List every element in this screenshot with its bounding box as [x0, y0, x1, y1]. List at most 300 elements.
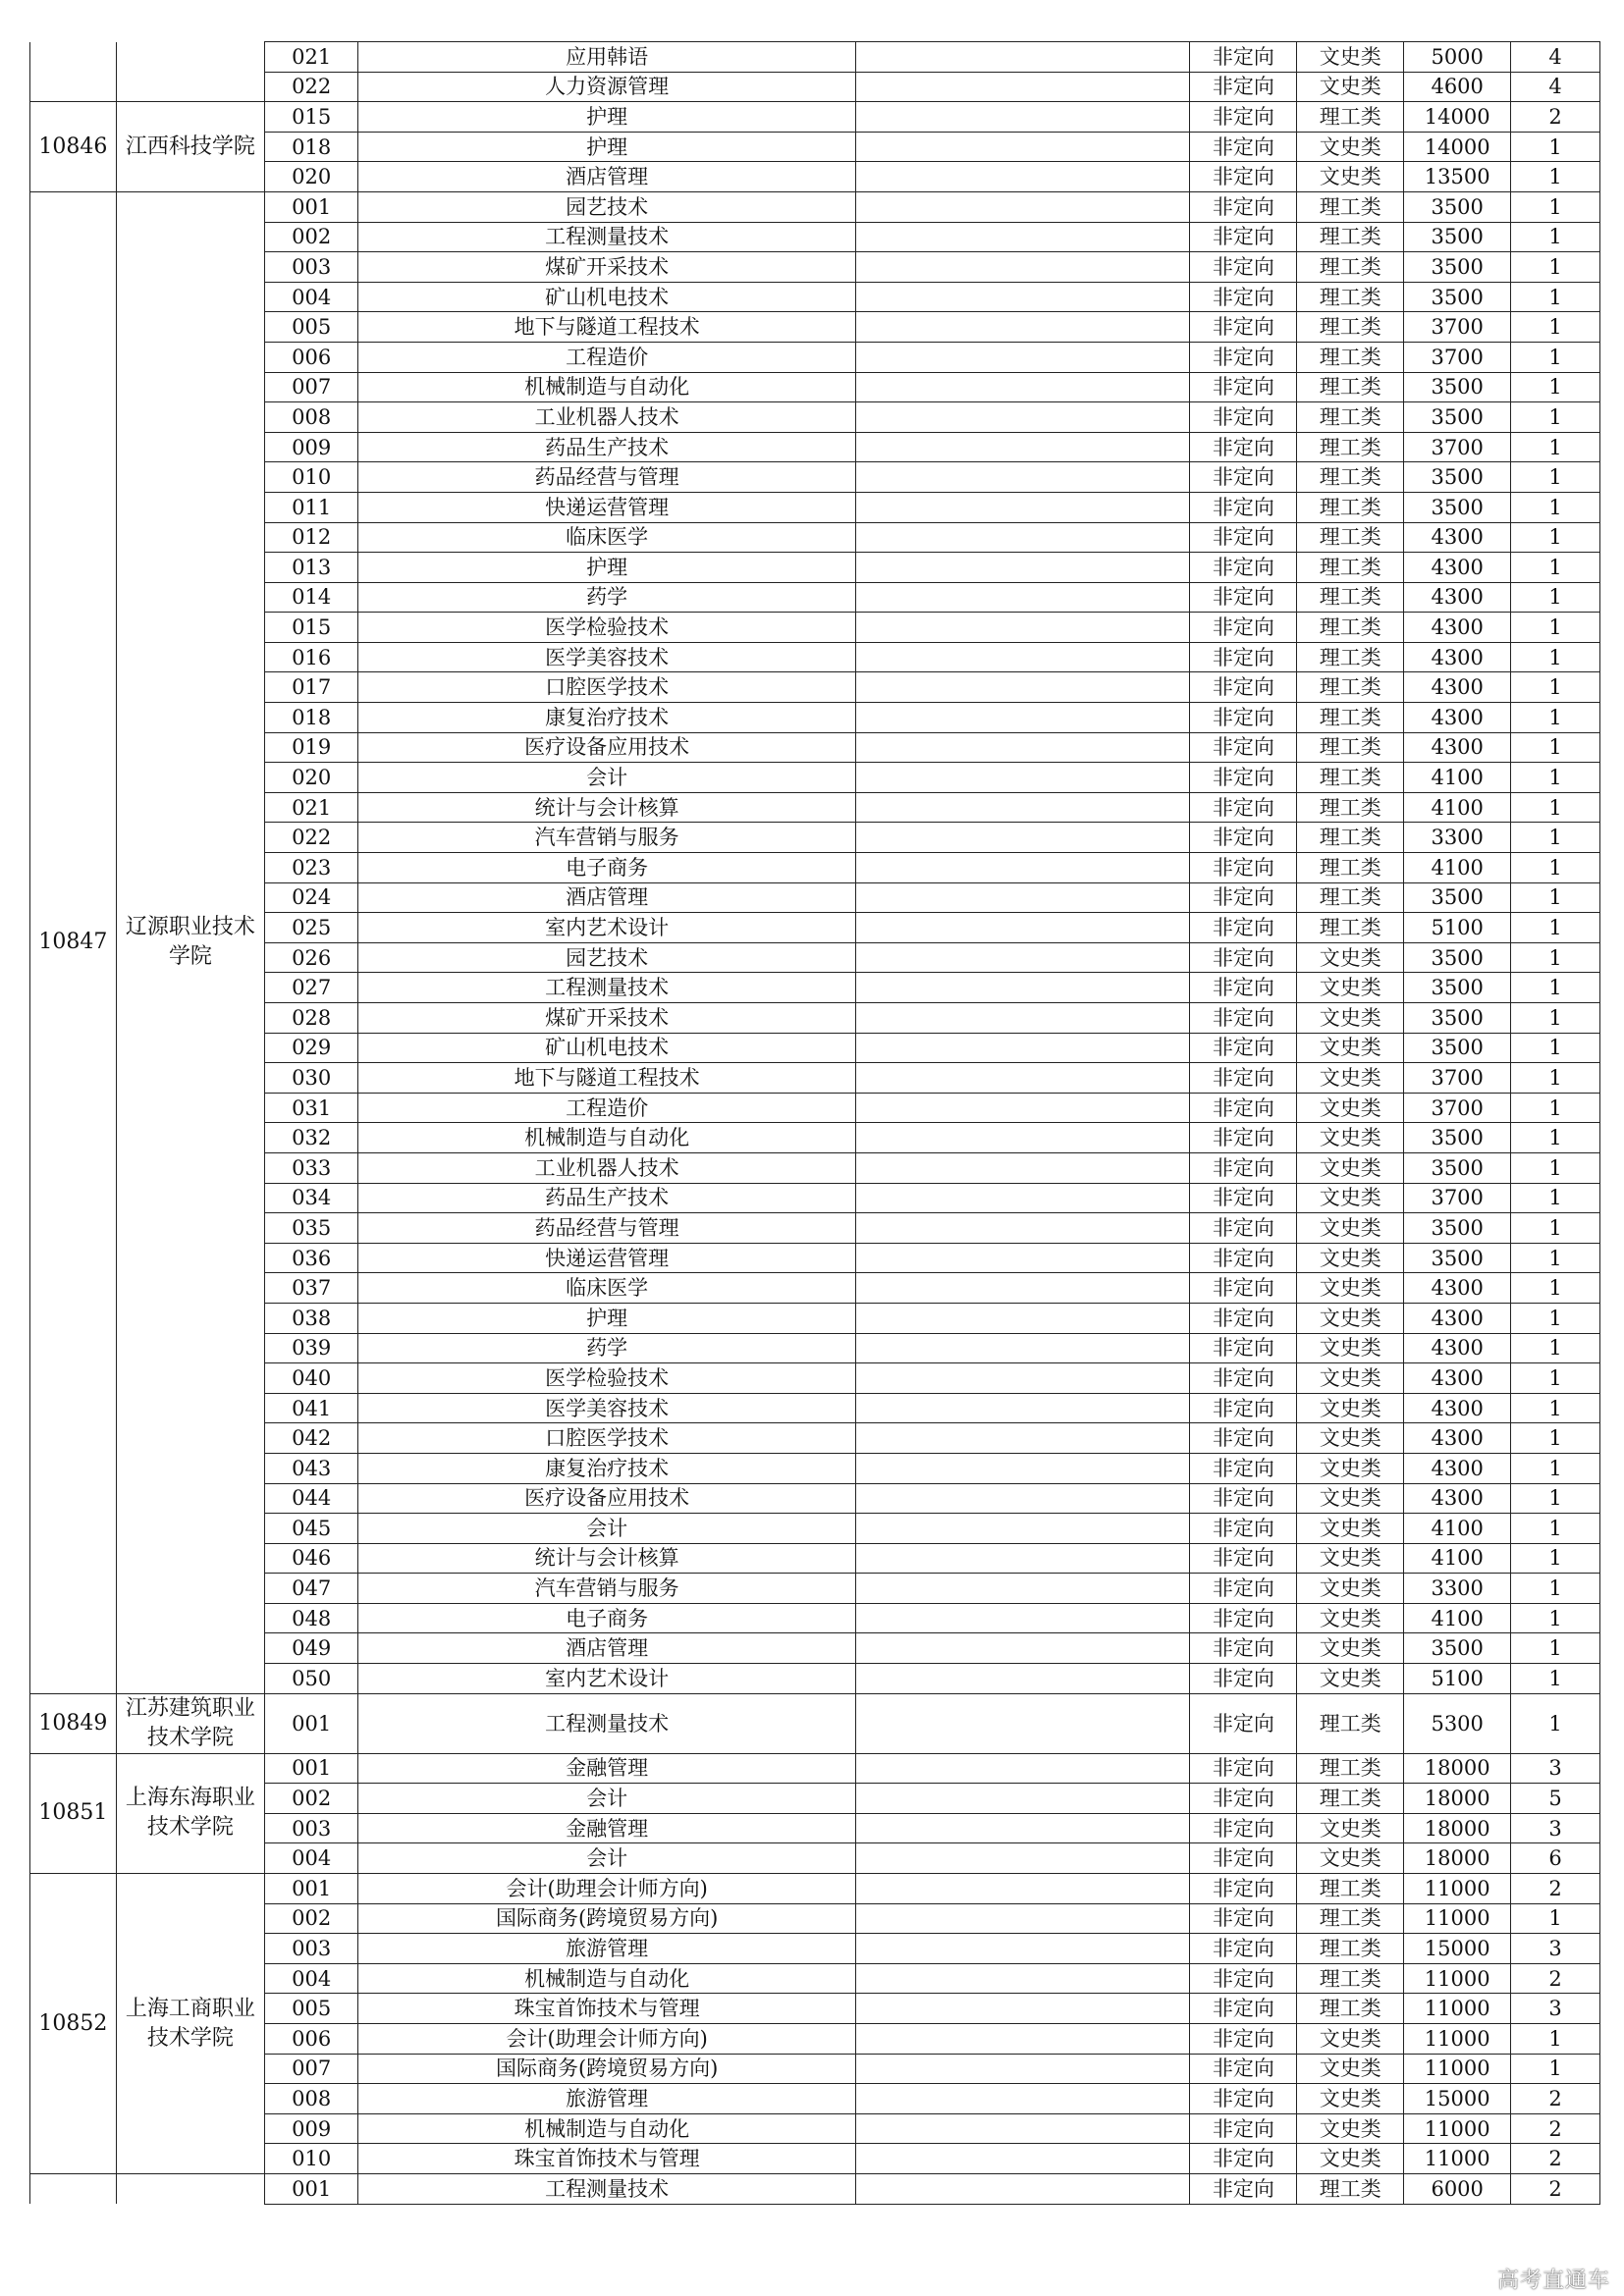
category: 理工类	[1297, 913, 1404, 943]
table-row	[30, 1514, 1600, 1544]
category: 文史类	[1297, 2084, 1404, 2114]
university-name: 上海工商职业技术学院	[116, 1874, 264, 2174]
quota: 3	[1511, 1934, 1600, 1964]
major-code: 014	[265, 582, 358, 613]
major-name: 室内艺术设计	[358, 1664, 856, 1694]
remark	[856, 132, 1190, 162]
remark	[856, 402, 1190, 433]
table-row	[30, 2084, 1600, 2114]
direction: 非定向	[1190, 432, 1297, 462]
table-row	[30, 402, 1600, 433]
direction: 非定向	[1190, 1243, 1297, 1273]
category: 理工类	[1297, 282, 1404, 312]
table-row	[30, 1603, 1600, 1633]
major-name: 护理	[358, 132, 856, 162]
major-name: 快递运营管理	[358, 492, 856, 522]
quota: 2	[1511, 1963, 1600, 1994]
tuition: 4100	[1404, 1543, 1511, 1574]
remark	[856, 942, 1190, 973]
category: 理工类	[1297, 1903, 1404, 1934]
quota: 1	[1511, 1393, 1600, 1423]
remark	[856, 763, 1190, 793]
table-row	[30, 1243, 1600, 1273]
remark	[856, 522, 1190, 553]
direction: 非定向	[1190, 882, 1297, 913]
remark	[856, 1183, 1190, 1213]
major-name: 统计与会计核算	[358, 1543, 856, 1574]
tuition: 3700	[1404, 432, 1511, 462]
major-name: 药品经营与管理	[358, 462, 856, 493]
major-name: 金融管理	[358, 1813, 856, 1843]
remark	[856, 1243, 1190, 1273]
quota: 2	[1511, 2144, 1600, 2174]
category: 理工类	[1297, 703, 1404, 733]
major-name: 汽车营销与服务	[358, 823, 856, 853]
category: 文史类	[1297, 2024, 1404, 2055]
direction: 非定向	[1190, 191, 1297, 222]
major-code: 030	[265, 1063, 358, 1094]
major-code: 037	[265, 1273, 358, 1304]
direction: 非定向	[1190, 792, 1297, 823]
table-row	[30, 222, 1600, 252]
major-name: 应用韩语	[358, 42, 856, 73]
major-name: 国际商务(跨境贸易方向)	[358, 1903, 856, 1934]
direction: 非定向	[1190, 2054, 1297, 2084]
quota: 3	[1511, 1753, 1600, 1784]
remark	[856, 432, 1190, 462]
category: 理工类	[1297, 2173, 1404, 2204]
quota: 2	[1511, 2113, 1600, 2144]
remark	[856, 1633, 1190, 1664]
major-code: 024	[265, 882, 358, 913]
category: 理工类	[1297, 1874, 1404, 1904]
tuition: 4600	[1404, 72, 1511, 102]
remark	[856, 1813, 1190, 1843]
table-row	[30, 2144, 1600, 2174]
quota: 1	[1511, 1063, 1600, 1094]
quota: 1	[1511, 252, 1600, 283]
major-name: 机械制造与自动化	[358, 1963, 856, 1994]
tuition: 4300	[1404, 582, 1511, 613]
quota: 3	[1511, 1994, 1600, 2024]
major-name: 工程造价	[358, 342, 856, 372]
remark	[856, 553, 1190, 583]
remark	[856, 1483, 1190, 1514]
major-code: 035	[265, 1213, 358, 1244]
category: 理工类	[1297, 582, 1404, 613]
major-name: 会计	[358, 1843, 856, 1874]
table-row	[30, 1093, 1600, 1123]
category: 文史类	[1297, 1183, 1404, 1213]
tuition: 3500	[1404, 942, 1511, 973]
category: 文史类	[1297, 1363, 1404, 1394]
table-row	[30, 1213, 1600, 1244]
major-code: 026	[265, 942, 358, 973]
quota: 1	[1511, 1152, 1600, 1183]
direction: 非定向	[1190, 2084, 1297, 2114]
major-name: 临床医学	[358, 1273, 856, 1304]
tuition: 11000	[1404, 1874, 1511, 1904]
category: 文史类	[1297, 1543, 1404, 1574]
category: 文史类	[1297, 942, 1404, 973]
major-code: 018	[265, 132, 358, 162]
remark	[856, 613, 1190, 643]
quota: 1	[1511, 1483, 1600, 1514]
major-code: 031	[265, 1093, 358, 1123]
major-name: 药品经营与管理	[358, 1213, 856, 1244]
major-name: 会计	[358, 763, 856, 793]
tuition: 4300	[1404, 1273, 1511, 1304]
tuition: 3500	[1404, 372, 1511, 402]
table-row	[30, 372, 1600, 402]
major-name: 护理	[358, 1303, 856, 1333]
major-name: 煤矿开采技术	[358, 252, 856, 283]
quota: 1	[1511, 942, 1600, 973]
table-row	[30, 1453, 1600, 1483]
category: 理工类	[1297, 732, 1404, 763]
direction: 非定向	[1190, 1033, 1297, 1063]
remark	[856, 913, 1190, 943]
direction: 非定向	[1190, 1123, 1297, 1153]
direction: 非定向	[1190, 2144, 1297, 2174]
category: 文史类	[1297, 973, 1404, 1003]
tuition: 3500	[1404, 1243, 1511, 1273]
major-code: 034	[265, 1183, 358, 1213]
direction: 非定向	[1190, 853, 1297, 883]
major-code: 033	[265, 1152, 358, 1183]
table-row	[30, 1664, 1600, 1694]
major-code: 004	[265, 1843, 358, 1874]
tuition: 11000	[1404, 2024, 1511, 2055]
direction: 非定向	[1190, 1603, 1297, 1633]
table-row	[30, 42, 1600, 73]
direction: 非定向	[1190, 132, 1297, 162]
major-code: 020	[265, 763, 358, 793]
quota: 1	[1511, 1363, 1600, 1394]
major-code: 003	[265, 252, 358, 283]
direction: 非定向	[1190, 42, 1297, 73]
major-code: 020	[265, 162, 358, 192]
table-row	[30, 1753, 1600, 1784]
tuition: 11000	[1404, 2113, 1511, 2144]
remark	[856, 372, 1190, 402]
major-name: 煤矿开采技术	[358, 1003, 856, 1034]
tuition: 4300	[1404, 522, 1511, 553]
tuition: 3500	[1404, 882, 1511, 913]
tuition: 3500	[1404, 252, 1511, 283]
category: 文史类	[1297, 1152, 1404, 1183]
table-row	[30, 312, 1600, 343]
quota: 1	[1511, 672, 1600, 703]
tuition: 4300	[1404, 732, 1511, 763]
quota: 1	[1511, 1543, 1600, 1574]
quota: 1	[1511, 1693, 1600, 1753]
major-name: 医学美容技术	[358, 642, 856, 672]
remark	[856, 2084, 1190, 2114]
table-row	[30, 1273, 1600, 1304]
table-row	[30, 763, 1600, 793]
tuition: 4300	[1404, 553, 1511, 583]
quota: 1	[1511, 191, 1600, 222]
category: 文史类	[1297, 1514, 1404, 1544]
quota: 1	[1511, 462, 1600, 493]
category: 文史类	[1297, 1843, 1404, 1874]
quota: 1	[1511, 342, 1600, 372]
quota: 1	[1511, 372, 1600, 402]
major-code: 041	[265, 1393, 358, 1423]
quota: 1	[1511, 402, 1600, 433]
major-code: 017	[265, 672, 358, 703]
table-row	[30, 973, 1600, 1003]
tuition: 6000	[1404, 2173, 1511, 2204]
quota: 1	[1511, 1423, 1600, 1454]
major-code: 043	[265, 1453, 358, 1483]
major-code: 044	[265, 1483, 358, 1514]
table-row	[30, 1903, 1600, 1934]
tuition: 18000	[1404, 1813, 1511, 1843]
major-name: 珠宝首饰技术与管理	[358, 2144, 856, 2174]
direction: 非定向	[1190, 1633, 1297, 1664]
tuition: 3700	[1404, 342, 1511, 372]
quota: 1	[1511, 1664, 1600, 1694]
direction: 非定向	[1190, 1934, 1297, 1964]
tuition: 3500	[1404, 462, 1511, 493]
quota: 1	[1511, 913, 1600, 943]
category: 理工类	[1297, 672, 1404, 703]
category: 理工类	[1297, 882, 1404, 913]
quota: 1	[1511, 1574, 1600, 1604]
table-row	[30, 1934, 1600, 1964]
remark	[856, 882, 1190, 913]
tuition: 4300	[1404, 672, 1511, 703]
direction: 非定向	[1190, 1423, 1297, 1454]
table-row	[30, 1543, 1600, 1574]
university-code: 10849	[30, 1693, 117, 1753]
direction: 非定向	[1190, 763, 1297, 793]
direction: 非定向	[1190, 102, 1297, 133]
major-code: 003	[265, 1813, 358, 1843]
table-row	[30, 282, 1600, 312]
tuition: 4300	[1404, 1333, 1511, 1363]
remark	[856, 42, 1190, 73]
category: 理工类	[1297, 1963, 1404, 1994]
category: 文史类	[1297, 2054, 1404, 2084]
major-name: 口腔医学技术	[358, 672, 856, 703]
major-name: 工程测量技术	[358, 973, 856, 1003]
major-name: 会计	[358, 1784, 856, 1814]
remark	[856, 2144, 1190, 2174]
tuition: 3500	[1404, 402, 1511, 433]
remark	[856, 1693, 1190, 1753]
tuition: 3500	[1404, 1633, 1511, 1664]
table-row	[30, 942, 1600, 973]
category: 理工类	[1297, 222, 1404, 252]
quota: 1	[1511, 1183, 1600, 1213]
category: 理工类	[1297, 853, 1404, 883]
direction: 非定向	[1190, 1874, 1297, 1904]
quota: 1	[1511, 1123, 1600, 1153]
tuition: 5300	[1404, 1693, 1511, 1753]
direction: 非定向	[1190, 613, 1297, 643]
quota: 1	[1511, 1213, 1600, 1244]
direction: 非定向	[1190, 1903, 1297, 1934]
direction: 非定向	[1190, 1333, 1297, 1363]
remark	[856, 1514, 1190, 1544]
major-code: 019	[265, 732, 358, 763]
table-row	[30, 913, 1600, 943]
major-name: 工程测量技术	[358, 1693, 856, 1753]
major-name: 药品生产技术	[358, 1183, 856, 1213]
major-name: 电子商务	[358, 853, 856, 883]
major-code: 001	[265, 191, 358, 222]
direction: 非定向	[1190, 942, 1297, 973]
tuition: 3500	[1404, 1213, 1511, 1244]
major-name: 机械制造与自动化	[358, 1123, 856, 1153]
category: 文史类	[1297, 1664, 1404, 1694]
direction: 非定向	[1190, 1273, 1297, 1304]
major-name: 会计(助理会计师方向)	[358, 1874, 856, 1904]
major-code: 003	[265, 1934, 358, 1964]
tuition: 3700	[1404, 1093, 1511, 1123]
remark	[856, 853, 1190, 883]
remark	[856, 1874, 1190, 1904]
major-name: 临床医学	[358, 522, 856, 553]
university-name: 江苏建筑职业技术学院	[116, 1693, 264, 1753]
major-name: 医学检验技术	[358, 613, 856, 643]
major-name: 医学检验技术	[358, 1363, 856, 1394]
tuition: 11000	[1404, 1963, 1511, 1994]
major-code: 004	[265, 1963, 358, 1994]
tuition: 4100	[1404, 763, 1511, 793]
category: 文史类	[1297, 1123, 1404, 1153]
category: 文史类	[1297, 1574, 1404, 1604]
tuition: 18000	[1404, 1784, 1511, 1814]
quota: 1	[1511, 763, 1600, 793]
major-name: 护理	[358, 553, 856, 583]
category: 文史类	[1297, 42, 1404, 73]
remark	[856, 703, 1190, 733]
major-code: 013	[265, 553, 358, 583]
tuition: 4100	[1404, 853, 1511, 883]
direction: 非定向	[1190, 1514, 1297, 1544]
direction: 非定向	[1190, 522, 1297, 553]
quota: 1	[1511, 522, 1600, 553]
tuition: 3500	[1404, 492, 1511, 522]
quota: 1	[1511, 823, 1600, 853]
direction: 非定向	[1190, 162, 1297, 192]
major-name: 酒店管理	[358, 882, 856, 913]
remark	[856, 1753, 1190, 1784]
major-name: 工程测量技术	[358, 2173, 856, 2204]
category: 文史类	[1297, 1093, 1404, 1123]
quota: 1	[1511, 1003, 1600, 1034]
major-name: 地下与隧道工程技术	[358, 312, 856, 343]
tuition: 4100	[1404, 1514, 1511, 1544]
major-name: 矿山机电技术	[358, 1033, 856, 1063]
quota: 1	[1511, 222, 1600, 252]
remark	[856, 162, 1190, 192]
table-row	[30, 1152, 1600, 1183]
tuition: 5000	[1404, 42, 1511, 73]
remark	[856, 1423, 1190, 1454]
major-name: 地下与隧道工程技术	[358, 1063, 856, 1094]
major-code: 018	[265, 703, 358, 733]
remark	[856, 672, 1190, 703]
direction: 非定向	[1190, 2024, 1297, 2055]
major-code: 016	[265, 642, 358, 672]
page-content	[29, 41, 1600, 2205]
category: 文史类	[1297, 1273, 1404, 1304]
category: 文史类	[1297, 1243, 1404, 1273]
major-code: 001	[265, 1874, 358, 1904]
major-code: 025	[265, 913, 358, 943]
tuition: 4100	[1404, 1603, 1511, 1633]
quota: 1	[1511, 582, 1600, 613]
remark	[856, 1363, 1190, 1394]
remark	[856, 1303, 1190, 1333]
quota: 1	[1511, 732, 1600, 763]
tuition: 3500	[1404, 222, 1511, 252]
tuition: 4300	[1404, 1303, 1511, 1333]
direction: 非定向	[1190, 1753, 1297, 1784]
category: 文史类	[1297, 2144, 1404, 2174]
direction: 非定向	[1190, 462, 1297, 493]
remark	[856, 1123, 1190, 1153]
table-row	[30, 342, 1600, 372]
quota: 1	[1511, 1453, 1600, 1483]
quota: 1	[1511, 132, 1600, 162]
remark	[856, 1664, 1190, 1694]
major-name: 统计与会计核算	[358, 792, 856, 823]
major-name: 旅游管理	[358, 1934, 856, 1964]
major-name: 医学美容技术	[358, 1393, 856, 1423]
quota: 1	[1511, 1243, 1600, 1273]
quota: 4	[1511, 42, 1600, 73]
quota: 2	[1511, 2084, 1600, 2114]
remark	[856, 2113, 1190, 2144]
major-name: 会计(助理会计师方向)	[358, 2024, 856, 2055]
category: 理工类	[1297, 252, 1404, 283]
quota: 1	[1511, 282, 1600, 312]
remark	[856, 823, 1190, 853]
table-body	[30, 42, 1600, 2205]
table-row	[30, 1784, 1600, 1814]
tuition: 3300	[1404, 1574, 1511, 1604]
table-row	[30, 853, 1600, 883]
major-name: 珠宝首饰技术与管理	[358, 1994, 856, 2024]
direction: 非定向	[1190, 1093, 1297, 1123]
major-name: 口腔医学技术	[358, 1423, 856, 1454]
remark	[856, 2054, 1190, 2084]
quota: 1	[1511, 162, 1600, 192]
category: 理工类	[1297, 402, 1404, 433]
quota: 1	[1511, 642, 1600, 672]
quota: 1	[1511, 973, 1600, 1003]
university-code: 10846	[30, 102, 117, 192]
major-code: 008	[265, 2084, 358, 2114]
major-code: 006	[265, 2024, 358, 2055]
major-code: 046	[265, 1543, 358, 1574]
table-row	[30, 1483, 1600, 1514]
major-code: 032	[265, 1123, 358, 1153]
tuition: 18000	[1404, 1843, 1511, 1874]
table-row	[30, 1063, 1600, 1094]
remark	[856, 2173, 1190, 2204]
table-row	[30, 1574, 1600, 1604]
direction: 非定向	[1190, 553, 1297, 583]
major-code: 002	[265, 222, 358, 252]
direction: 非定向	[1190, 2113, 1297, 2144]
